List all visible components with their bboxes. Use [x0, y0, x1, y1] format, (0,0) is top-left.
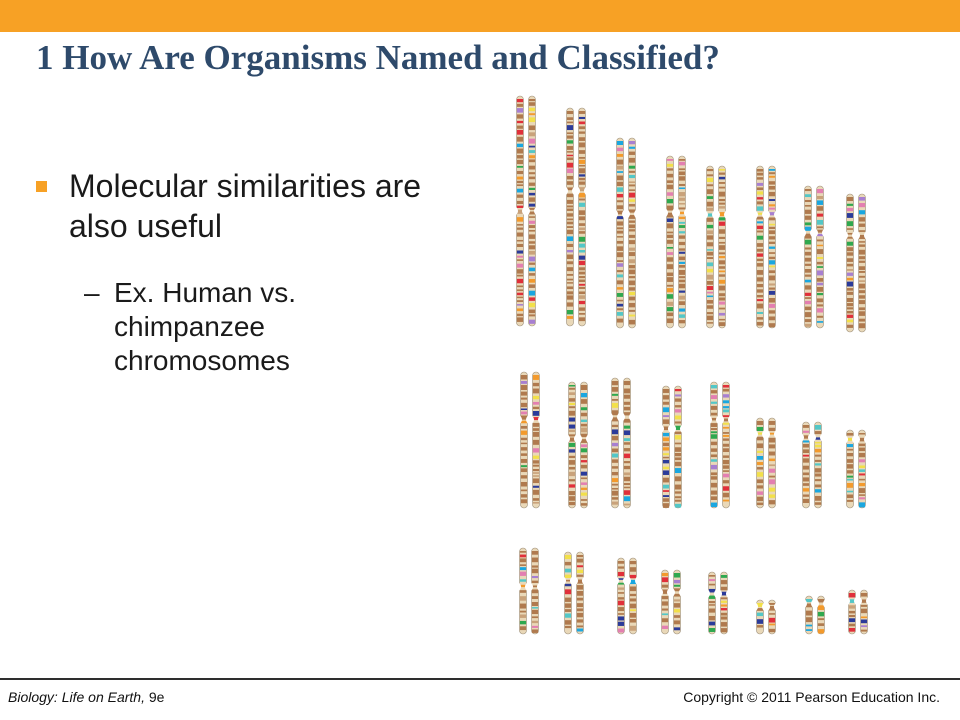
chromosome [628, 138, 636, 328]
chromosome [756, 418, 764, 508]
bullet-sub-text: Ex. Human vs. chimpanzee chromosomes [114, 277, 297, 376]
chromosome [623, 378, 631, 508]
chromosome [566, 108, 574, 326]
chromosome [802, 422, 810, 508]
chromosome [805, 596, 813, 634]
square-bullet-icon [36, 181, 47, 192]
chromosome [617, 558, 625, 634]
chromosome [528, 96, 536, 326]
chromosome [564, 552, 572, 634]
top-accent-bar [0, 0, 960, 32]
chromosome [814, 422, 822, 508]
dash-bullet: – [84, 277, 100, 308]
slide-title: 1 How Are Organisms Named and Classified? [36, 38, 720, 77]
bullet-main [36, 166, 456, 246]
chromosome [708, 572, 716, 634]
bullet-main-text: Molecular similarities are also useful [69, 168, 422, 244]
footer-edition: 9e [144, 689, 165, 705]
chromosome [848, 590, 856, 634]
chromosome [661, 570, 669, 634]
chromosome [858, 194, 866, 332]
footer-copyright: Copyright © 2011 Pearson Education Inc. [683, 689, 940, 705]
chromosome [720, 572, 728, 634]
chromosome [611, 378, 619, 508]
chromosome [532, 372, 540, 508]
chromosome [519, 548, 527, 634]
chromosome [568, 382, 576, 508]
footer-divider [0, 678, 960, 680]
chromosome [616, 138, 624, 328]
footer-book-title: Biology: Life on Earth, [8, 689, 145, 705]
chromosome [722, 382, 730, 508]
chromosome [846, 430, 854, 508]
footer-book [8, 689, 164, 705]
chromosome [846, 194, 854, 332]
chromosome [804, 186, 812, 328]
chromosome [673, 570, 681, 634]
chromosome [578, 108, 586, 326]
chromosome [756, 166, 764, 328]
chromosome [662, 386, 670, 508]
chromosome [710, 382, 718, 508]
bullet-sub [84, 276, 384, 378]
chromosome [768, 418, 776, 508]
chromosome [718, 166, 726, 328]
chromosome [858, 430, 866, 508]
chromosome [860, 590, 868, 634]
chromosome [580, 382, 588, 508]
chromosome [666, 156, 674, 328]
chromosome [816, 186, 824, 328]
chromosome [756, 600, 764, 634]
chromosome [678, 156, 686, 328]
chromosome [520, 372, 528, 508]
chromosome [674, 386, 682, 508]
chromosome [516, 96, 524, 326]
chromosome [706, 166, 714, 328]
chromosome [768, 166, 776, 328]
chromosome [817, 596, 825, 634]
chromosome [576, 552, 584, 634]
chromosome [531, 548, 539, 634]
chromosome [768, 600, 776, 634]
chromosome [629, 558, 637, 634]
